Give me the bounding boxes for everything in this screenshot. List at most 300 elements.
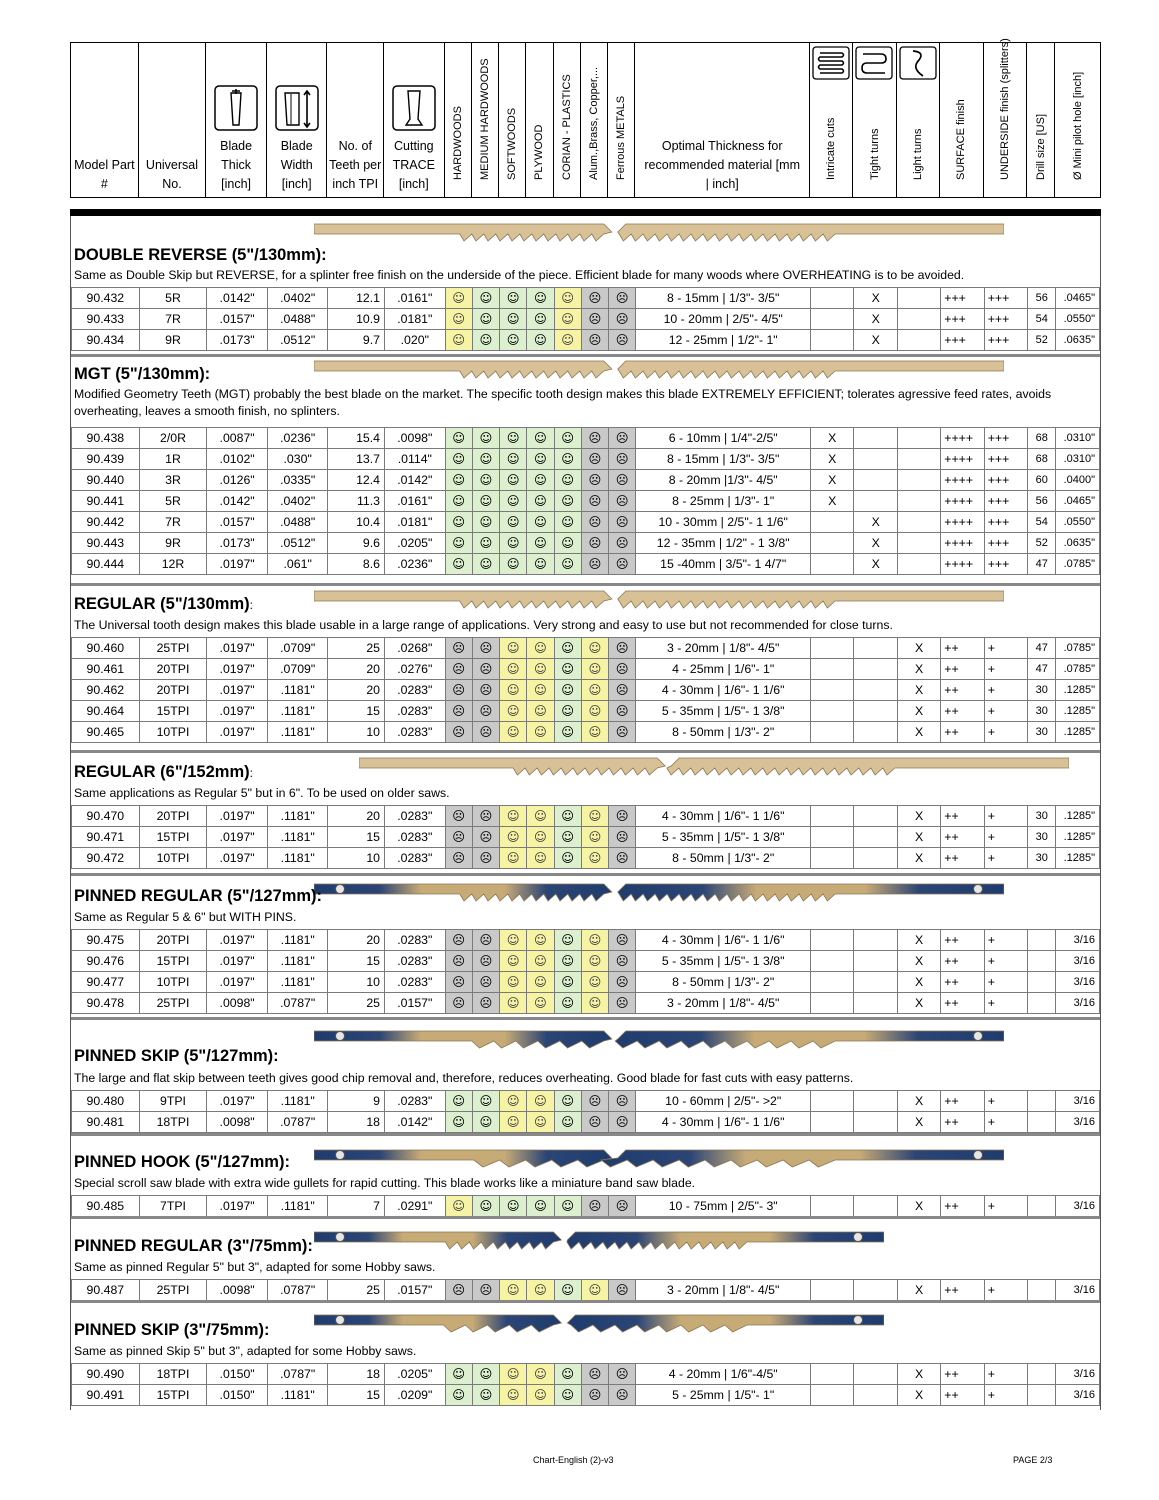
- cell-light: X: [897, 848, 940, 869]
- cell-light: [897, 554, 940, 575]
- smiley-face-icon: ☺: [527, 533, 554, 554]
- tight-turns-icon: [855, 46, 893, 80]
- cell-tpi: 12.1: [328, 288, 385, 309]
- smiley-face-icon: ☺: [445, 491, 472, 512]
- cell-model: 90.470: [72, 806, 140, 827]
- cell-optimal-thickness: 4 - 30mm | 1/6"- 1 1/6": [636, 680, 811, 701]
- frowning-face-icon: ☹: [472, 806, 499, 827]
- smiley-face-icon: ☺: [445, 1091, 472, 1112]
- smiley-face-icon: ☺: [527, 512, 554, 533]
- cell-width: .0512": [267, 533, 328, 554]
- table-row: [72, 680, 1100, 701]
- smiley-face-icon: ☺: [554, 533, 581, 554]
- cell-drill: [1028, 993, 1056, 1014]
- smiley-face-icon: ☺: [472, 288, 499, 309]
- neutral-face-icon: ☺: [500, 806, 527, 827]
- cell-light: [897, 449, 940, 470]
- neutral-face-icon: ☺: [445, 288, 472, 309]
- cell-width: .0236": [267, 428, 328, 449]
- cell-drill: [1028, 972, 1056, 993]
- smiley-face-icon: ☺: [472, 1364, 499, 1385]
- neutral-face-icon: ☺: [581, 951, 608, 972]
- cell-pilot-hole: .1285": [1056, 680, 1100, 701]
- neutral-face-icon: ☺: [581, 638, 608, 659]
- cell-width: .0787": [267, 1364, 328, 1385]
- cell-tpi: 10.9: [328, 309, 385, 330]
- section-description: The Universal tooth design makes this blade usable in a large range of applications. Very strong and easy to use but not recommended for close turns.: [74, 618, 893, 632]
- neutral-face-icon: ☺: [554, 288, 581, 309]
- cell-surface: ++: [941, 701, 984, 722]
- smiley-face-icon: ☺: [472, 449, 499, 470]
- section-title: [74, 364, 210, 384]
- frowning-face-icon: ☹: [609, 288, 636, 309]
- cell-thick: .0102": [207, 449, 268, 470]
- frowning-face-icon: ☹: [581, 1196, 608, 1217]
- blade-illustration: [314, 587, 1004, 613]
- cell-tpi: 13.7: [328, 449, 385, 470]
- cell-surface: ++++: [941, 449, 984, 470]
- section-separator: [71, 583, 1100, 586]
- smiley-face-icon: ☺: [527, 554, 554, 575]
- cell-model: 90.478: [72, 993, 140, 1014]
- cell-tight: [854, 930, 897, 951]
- smiley-face-icon: ☺: [472, 1196, 499, 1217]
- frowning-face-icon: ☹: [581, 288, 608, 309]
- cell-drill: 68: [1028, 449, 1056, 470]
- cell-optimal-thickness: 5 - 35mm | 1/5"- 1 3/8": [636, 951, 811, 972]
- cell-pilot-hole: .1285": [1056, 806, 1100, 827]
- frowning-face-icon: ☹: [581, 309, 608, 330]
- cell-trace: .0142": [385, 1112, 446, 1133]
- cell-universal: 3R: [139, 470, 207, 491]
- pinned-blade-illustration: [314, 880, 1004, 906]
- cell-light: X: [897, 1280, 940, 1301]
- cell-drill: 60: [1028, 470, 1056, 491]
- cell-surface: +++: [941, 288, 984, 309]
- cell-drill: 56: [1028, 491, 1056, 512]
- smiley-face-icon: ☺: [527, 288, 554, 309]
- neutral-face-icon: ☺: [527, 1112, 554, 1133]
- cell-width: .0488": [267, 309, 328, 330]
- cell-thick: .0098": [207, 1112, 268, 1133]
- cell-light: X: [897, 1196, 940, 1217]
- header-light-turns: Light turns: [896, 43, 939, 198]
- header-plywood: PLYWOOD: [526, 43, 553, 198]
- cell-universal: 5R: [139, 288, 207, 309]
- cell-tpi: 7: [328, 1196, 385, 1217]
- frowning-face-icon: ☹: [609, 309, 636, 330]
- section-description: Same applications as Regular 5" but in 6". To be used on older saws.: [74, 786, 450, 800]
- section-title-tail: :: [249, 598, 253, 612]
- cell-tpi: 20: [328, 680, 385, 701]
- cell-thick: .0173": [207, 533, 268, 554]
- cell-intricate: [811, 1364, 854, 1385]
- cell-universal: 10TPI: [139, 722, 207, 743]
- cell-tight: [854, 806, 897, 827]
- section-title-text: PINNED HOOK (5"/127mm):: [74, 1153, 290, 1171]
- table-row: [72, 638, 1100, 659]
- cell-tight: [854, 491, 897, 512]
- light-turns-icon: [899, 46, 937, 80]
- cell-tpi: 20: [328, 930, 385, 951]
- frowning-face-icon: ☹: [609, 449, 636, 470]
- cell-intricate: X: [811, 428, 854, 449]
- frowning-face-icon: ☹: [472, 659, 499, 680]
- cell-surface: ++: [941, 827, 984, 848]
- cell-tight: X: [854, 512, 897, 533]
- cell-underside: +: [984, 848, 1027, 869]
- cell-thick: .0197": [207, 972, 268, 993]
- cell-underside: +++: [984, 533, 1027, 554]
- cell-drill: [1028, 1196, 1056, 1217]
- cell-drill: 54: [1028, 512, 1056, 533]
- cell-optimal-thickness: 12 - 25mm | 1/2"- 1": [636, 330, 811, 351]
- cell-optimal-thickness: 10 - 60mm | 2/5"- >2": [636, 1091, 811, 1112]
- smiley-face-icon: ☺: [554, 1091, 581, 1112]
- smiley-face-icon: ☺: [527, 1196, 554, 1217]
- cell-drill: [1028, 1364, 1056, 1385]
- cell-model: 90.441: [72, 491, 140, 512]
- section-title-tail: :: [249, 766, 253, 780]
- cell-pilot-hole: 3/16: [1056, 1385, 1100, 1406]
- cell-pilot-hole: 3/16: [1056, 1112, 1100, 1133]
- pinned-blade-illustration: [314, 1311, 884, 1337]
- frowning-face-icon: ☹: [445, 1280, 472, 1301]
- cell-model: 90.433: [72, 309, 140, 330]
- cell-model: 90.462: [72, 680, 140, 701]
- section-title-text: REGULAR (6"/152mm): [74, 763, 250, 781]
- frowning-face-icon: ☹: [609, 659, 636, 680]
- cell-universal: 7TPI: [139, 1196, 207, 1217]
- cell-tpi: 10: [328, 972, 385, 993]
- cell-surface: ++: [941, 930, 984, 951]
- cell-intricate: [811, 1112, 854, 1133]
- cell-tight: X: [854, 330, 897, 351]
- smiley-face-icon: ☺: [472, 491, 499, 512]
- cell-underside: +++: [984, 288, 1027, 309]
- cell-model: 90.438: [72, 428, 140, 449]
- cell-optimal-thickness: 8 - 50mm | 1/3"- 2": [636, 972, 811, 993]
- smiley-face-icon: ☺: [500, 512, 527, 533]
- frowning-face-icon: ☹: [472, 993, 499, 1014]
- cell-underside: +++: [984, 309, 1027, 330]
- cell-trace: .0161": [385, 491, 446, 512]
- cell-tight: [854, 722, 897, 743]
- section-separator: [71, 873, 1100, 876]
- cell-universal: 20TPI: [139, 659, 207, 680]
- frowning-face-icon: ☹: [581, 491, 608, 512]
- smiley-face-icon: ☺: [500, 330, 527, 351]
- cell-underside: +: [984, 1364, 1027, 1385]
- smiley-face-icon: ☺: [472, 1385, 499, 1406]
- cell-optimal-thickness: 3 - 20mm | 1/8"- 4/5": [636, 1280, 811, 1301]
- cell-model: 90.471: [72, 827, 140, 848]
- cell-optimal-thickness: 8 - 20mm |1/3"- 4/5": [636, 470, 811, 491]
- frowning-face-icon: ☹: [609, 1091, 636, 1112]
- cell-universal: 9R: [139, 330, 207, 351]
- cell-intricate: X: [811, 449, 854, 470]
- smiley-face-icon: ☺: [445, 428, 472, 449]
- cell-light: X: [897, 680, 940, 701]
- cell-surface: +++: [941, 309, 984, 330]
- frowning-face-icon: ☹: [445, 972, 472, 993]
- neutral-face-icon: ☺: [527, 1364, 554, 1385]
- cell-thick: .0197": [207, 806, 268, 827]
- neutral-face-icon: ☺: [500, 1280, 527, 1301]
- cell-tight: [854, 659, 897, 680]
- cell-optimal-thickness: 6 - 10mm | 1/4"-2/5": [636, 428, 811, 449]
- frowning-face-icon: ☹: [445, 806, 472, 827]
- cell-underside: +++: [984, 330, 1027, 351]
- cell-model: 90.460: [72, 638, 140, 659]
- cell-universal: 25TPI: [139, 1280, 207, 1301]
- smiley-face-icon: ☺: [472, 1091, 499, 1112]
- header-model: Model Part #: [71, 43, 139, 198]
- neutral-face-icon: ☺: [527, 638, 554, 659]
- smiley-face-icon: ☺: [554, 1196, 581, 1217]
- cell-thick: .0197": [207, 848, 268, 869]
- blade-spec-table: [71, 1363, 1100, 1406]
- cell-tpi: 10: [328, 848, 385, 869]
- cell-thick: .0197": [207, 554, 268, 575]
- cell-light: [897, 512, 940, 533]
- cell-drill: 47: [1028, 554, 1056, 575]
- cell-model: 90.443: [72, 533, 140, 554]
- cell-optimal-thickness: 3 - 20mm | 1/8"- 4/5": [636, 993, 811, 1014]
- cell-tpi: 11.3: [328, 491, 385, 512]
- header-universal: Universal No.: [138, 43, 206, 198]
- cell-thick: .0197": [207, 827, 268, 848]
- smiley-face-icon: ☺: [554, 806, 581, 827]
- frowning-face-icon: ☹: [472, 722, 499, 743]
- cell-surface: ++: [941, 1196, 984, 1217]
- frowning-face-icon: ☹: [445, 951, 472, 972]
- cell-light: X: [897, 1385, 940, 1406]
- cell-universal: 7R: [139, 512, 207, 533]
- cell-optimal-thickness: 8 - 50mm | 1/3"- 2": [636, 722, 811, 743]
- cell-underside: +: [984, 722, 1027, 743]
- neutral-face-icon: ☺: [527, 722, 554, 743]
- section-title-text: PINNED REGULAR (5"/127mm):: [74, 887, 323, 905]
- cell-universal: 2/0R: [139, 428, 207, 449]
- cell-drill: [1028, 951, 1056, 972]
- cell-thick: .0126": [207, 470, 268, 491]
- cell-intricate: [811, 638, 854, 659]
- cell-surface: ++++: [941, 554, 984, 575]
- cell-model: 90.477: [72, 972, 140, 993]
- cell-model: 90.481: [72, 1112, 140, 1133]
- cell-pilot-hole: 3/16: [1056, 993, 1100, 1014]
- table-row: [72, 533, 1100, 554]
- table-row: [72, 449, 1100, 470]
- cell-width: .1181": [267, 701, 328, 722]
- cell-intricate: [811, 930, 854, 951]
- smiley-face-icon: ☺: [527, 470, 554, 491]
- smiley-face-icon: ☺: [554, 722, 581, 743]
- cell-surface: ++: [941, 638, 984, 659]
- cell-model: 90.432: [72, 288, 140, 309]
- cell-light: [897, 330, 940, 351]
- cell-light: [897, 533, 940, 554]
- cell-width: .1181": [267, 848, 328, 869]
- neutral-face-icon: ☺: [500, 1091, 527, 1112]
- cell-width: .0335": [267, 470, 328, 491]
- cell-underside: +: [984, 806, 1027, 827]
- neutral-face-icon: ☺: [500, 1364, 527, 1385]
- cell-intricate: [811, 951, 854, 972]
- cell-underside: +: [984, 1385, 1027, 1406]
- cell-optimal-thickness: 4 - 20mm | 1/6"-4/5": [636, 1364, 811, 1385]
- frowning-face-icon: ☹: [609, 827, 636, 848]
- neutral-face-icon: ☺: [500, 930, 527, 951]
- cell-underside: +: [984, 1280, 1027, 1301]
- cell-optimal-thickness: 8 - 50mm | 1/3"- 2": [636, 848, 811, 869]
- header-pilot-hole: Ø Mini pilot hole [inch]: [1055, 43, 1101, 198]
- cell-thick: .0197": [207, 1091, 268, 1112]
- neutral-face-icon: ☺: [554, 309, 581, 330]
- cell-tpi: 15.4: [328, 428, 385, 449]
- cell-light: X: [897, 638, 940, 659]
- cell-drill: [1028, 930, 1056, 951]
- frowning-face-icon: ☹: [472, 1280, 499, 1301]
- smiley-face-icon: ☺: [554, 827, 581, 848]
- cell-light: X: [897, 972, 940, 993]
- neutral-face-icon: ☺: [527, 827, 554, 848]
- smiley-face-icon: ☺: [500, 554, 527, 575]
- cell-universal: 15TPI: [139, 701, 207, 722]
- cell-pilot-hole: .0465": [1056, 288, 1100, 309]
- cell-model: 90.472: [72, 848, 140, 869]
- cell-surface: +++: [941, 330, 984, 351]
- cell-tpi: 18: [328, 1364, 385, 1385]
- smiley-face-icon: ☺: [527, 309, 554, 330]
- cell-width: .1181": [267, 806, 328, 827]
- neutral-face-icon: ☺: [445, 330, 472, 351]
- table-row: [72, 951, 1100, 972]
- cell-universal: 15TPI: [139, 951, 207, 972]
- neutral-face-icon: ☺: [527, 848, 554, 869]
- table-row: [72, 330, 1100, 351]
- cell-model: 90.485: [72, 1196, 140, 1217]
- cell-thick: .0197": [207, 722, 268, 743]
- cell-underside: +++: [984, 449, 1027, 470]
- cell-universal: 20TPI: [139, 680, 207, 701]
- cell-tpi: 25: [328, 638, 385, 659]
- section-title: [74, 1046, 279, 1066]
- cell-surface: ++: [941, 1112, 984, 1133]
- cell-pilot-hole: .0400": [1056, 470, 1100, 491]
- cell-light: X: [897, 806, 940, 827]
- neutral-face-icon: ☺: [527, 1280, 554, 1301]
- table-row: [72, 1112, 1100, 1133]
- cell-surface: ++: [941, 848, 984, 869]
- section-description: Modified Geometry Teeth (MGT) probably the best blade on the market. The specific tooth design makes this blade EXTREMELY EFFICIENT; tolerates agressive feed rates, avoids overheating, leaves a smooth finish, no splinters.: [74, 387, 1052, 418]
- neutral-face-icon: ☺: [581, 659, 608, 680]
- cell-optimal-thickness: 8 - 25mm | 1/3"- 1": [636, 491, 811, 512]
- section-title: [74, 1236, 313, 1256]
- blade-spec-table: [71, 805, 1100, 869]
- cell-width: .1181": [267, 680, 328, 701]
- frowning-face-icon: ☹: [445, 848, 472, 869]
- cell-intricate: [811, 1280, 854, 1301]
- cell-universal: 20TPI: [139, 930, 207, 951]
- neutral-face-icon: ☺: [500, 848, 527, 869]
- cell-thick: .0150": [207, 1385, 268, 1406]
- cell-trace: .0268": [385, 638, 446, 659]
- neutral-face-icon: ☺: [527, 659, 554, 680]
- cell-surface: ++: [941, 659, 984, 680]
- header-surface-finish: SURFACE finish: [940, 43, 983, 198]
- cell-tpi: 15: [328, 1385, 385, 1406]
- neutral-face-icon: ☺: [581, 930, 608, 951]
- cell-tpi: 10: [328, 722, 385, 743]
- cell-width: .0787": [267, 993, 328, 1014]
- cell-model: 90.461: [72, 659, 140, 680]
- cell-drill: 30: [1028, 680, 1056, 701]
- cell-trace: .0283": [385, 722, 446, 743]
- cell-tight: [854, 701, 897, 722]
- cell-universal: 12R: [139, 554, 207, 575]
- section-title-text: REGULAR (5"/130mm): [74, 595, 250, 613]
- cell-drill: 30: [1028, 848, 1056, 869]
- cell-pilot-hole: .0550": [1056, 512, 1100, 533]
- cell-width: .0402": [267, 491, 328, 512]
- cell-model: 90.475: [72, 930, 140, 951]
- pinned-blade-illustration: [314, 1146, 1004, 1172]
- cell-underside: +: [984, 638, 1027, 659]
- frowning-face-icon: ☹: [609, 993, 636, 1014]
- cell-trace: .020": [385, 330, 446, 351]
- cell-trace: .0181": [385, 512, 446, 533]
- cell-drill: 30: [1028, 806, 1056, 827]
- cell-width: .0787": [267, 1112, 328, 1133]
- table-row: [72, 428, 1100, 449]
- smiley-face-icon: ☺: [500, 470, 527, 491]
- smiley-face-icon: ☺: [445, 470, 472, 491]
- cell-trace: .0181": [385, 309, 446, 330]
- neutral-face-icon: ☺: [527, 806, 554, 827]
- cell-intricate: [811, 701, 854, 722]
- cell-universal: 10TPI: [139, 848, 207, 869]
- frowning-face-icon: ☹: [609, 722, 636, 743]
- cell-optimal-thickness: 3 - 20mm | 1/8"- 4/5": [636, 638, 811, 659]
- cell-tight: [854, 1196, 897, 1217]
- smiley-face-icon: ☺: [554, 1112, 581, 1133]
- frowning-face-icon: ☹: [609, 1364, 636, 1385]
- cell-model: 90.444: [72, 554, 140, 575]
- section-description: Same as pinned Skip 5" but 3", adapted for some Hobby saws.: [74, 1344, 417, 1358]
- cell-pilot-hole: .0635": [1056, 533, 1100, 554]
- cell-surface: ++: [941, 1385, 984, 1406]
- footer-doc-name: Chart-English (2)-v3: [533, 1455, 614, 1465]
- smiley-face-icon: ☺: [500, 428, 527, 449]
- cell-tpi: 18: [328, 1112, 385, 1133]
- smiley-face-icon: ☺: [554, 1385, 581, 1406]
- cell-underside: +: [984, 930, 1027, 951]
- cell-tight: X: [854, 554, 897, 575]
- section-separator: [71, 1216, 1100, 1219]
- cell-tight: [854, 1112, 897, 1133]
- frowning-face-icon: ☹: [472, 701, 499, 722]
- cell-intricate: [811, 659, 854, 680]
- cell-trace: .0236": [385, 554, 446, 575]
- frowning-face-icon: ☹: [445, 701, 472, 722]
- smiley-face-icon: ☺: [472, 554, 499, 575]
- section-description: Same as pinned Regular 5" but 3", adapted for some Hobby saws.: [74, 1260, 436, 1274]
- cell-intricate: [811, 972, 854, 993]
- cell-width: .0488": [267, 512, 328, 533]
- frowning-face-icon: ☹: [609, 848, 636, 869]
